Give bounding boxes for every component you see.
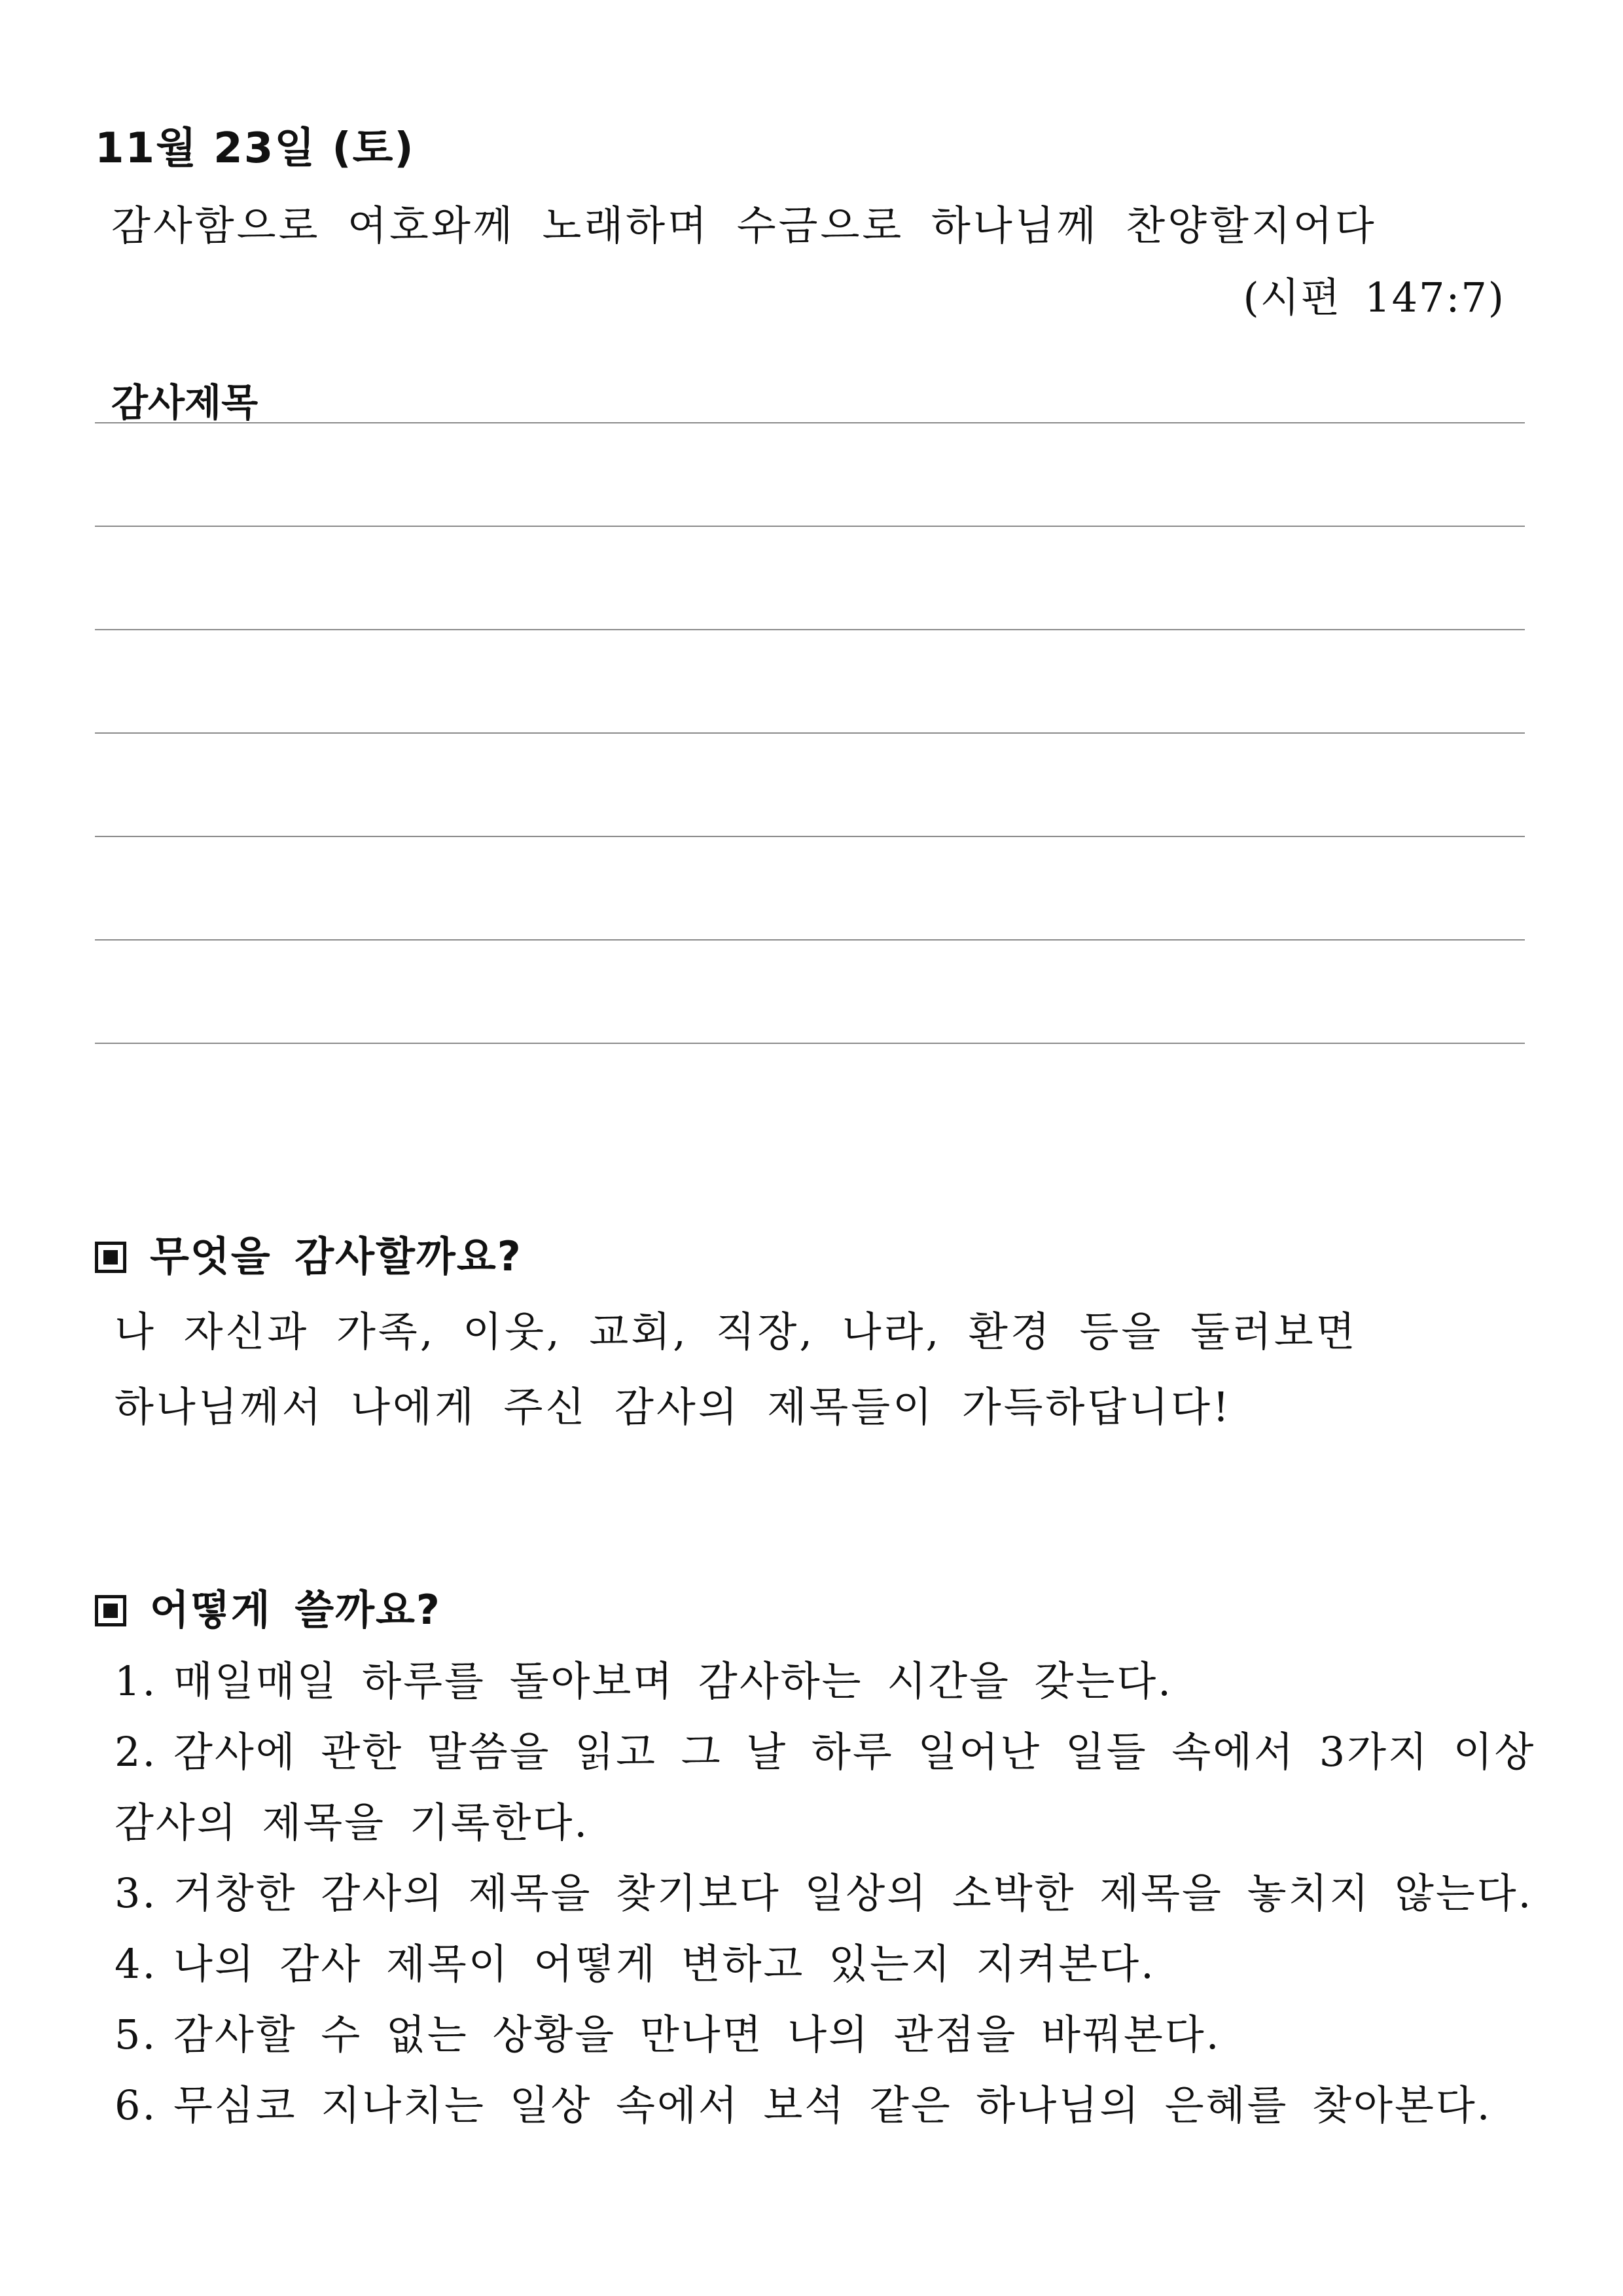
gratitude-list-label: 감사제목	[111, 380, 259, 425]
filled-square-bullet-icon	[95, 1242, 126, 1273]
list-item-text: 감사에 관한 말씀을 읽고 그 날 하루 일어난 일들 속에서 3가지 이상	[173, 1728, 1536, 1776]
list-item-number: 4.	[115, 1940, 158, 1988]
list-item	[115, 2000, 1623, 2070]
list-item	[115, 1717, 1623, 1858]
list-item	[115, 1858, 1623, 1929]
writing-line	[95, 732, 1525, 734]
list-item-text: 거창한 감사의 제목을 찾기보다 일상의 소박한 제목을 놓치지 않는다.	[173, 1869, 1533, 1917]
list-item-text: 무심코 지나치는 일상 속에서 보석 같은 하나님의 은혜를 찾아본다.	[173, 2081, 1492, 2129]
what-to-thank-line-2: 하나님께서 나에게 주신 감사의 제목들이 가득하답니다!	[115, 1383, 1232, 1431]
list-item-number: 1.	[115, 1657, 158, 1705]
how-to-write-heading-text: 어떻게 쓸까요?	[150, 1586, 441, 1634]
writing-line	[95, 422, 1525, 423]
writing-line	[95, 526, 1525, 527]
list-item-text-continued: 감사의 제목을 기록한다.	[115, 1799, 590, 1846]
list-item-text: 감사할 수 없는 상황을 만나면 나의 관점을 바꿔본다.	[173, 2011, 1221, 2058]
writing-line	[95, 629, 1525, 630]
list-item	[115, 1646, 1623, 1717]
list-item-number: 5.	[115, 2011, 158, 2058]
verse-reference: (시편 147:7)	[1243, 274, 1505, 321]
list-item-indent	[1535, 1717, 1594, 1787]
writing-line	[95, 836, 1525, 837]
list-item-number: 6.	[115, 2081, 158, 2129]
filled-square-bullet-icon	[95, 1595, 126, 1626]
what-to-thank-heading-text: 무엇을 감사할까요?	[150, 1232, 522, 1280]
writing-line	[95, 1043, 1525, 1044]
how-to-write-list	[115, 1646, 1623, 2141]
list-item	[115, 2070, 1623, 2141]
what-to-thank-line-1: 나 자신과 가족, 이웃, 교회, 직장, 나라, 환경 등을 둘러보면	[115, 1308, 1358, 1355]
date-heading: 11월 23일 (토)	[95, 124, 415, 173]
list-item-text: 매일매일 하루를 돌아보며 감사하는 시간을 갖는다.	[173, 1657, 1173, 1705]
list-item-text: 나의 감사 제목이 어떻게 변하고 있는지 지켜본다.	[173, 1940, 1156, 1988]
how-to-write-heading	[95, 1577, 441, 1636]
list-item-number: 3.	[115, 1869, 158, 1917]
writing-line	[95, 939, 1525, 941]
bible-verse: 감사함으로 여호와께 노래하며 수금으로 하나님께 찬양할지어다	[111, 202, 1377, 249]
list-item	[115, 1929, 1623, 2000]
list-item-number: 2.	[115, 1728, 158, 1776]
what-to-thank-heading	[95, 1224, 522, 1282]
